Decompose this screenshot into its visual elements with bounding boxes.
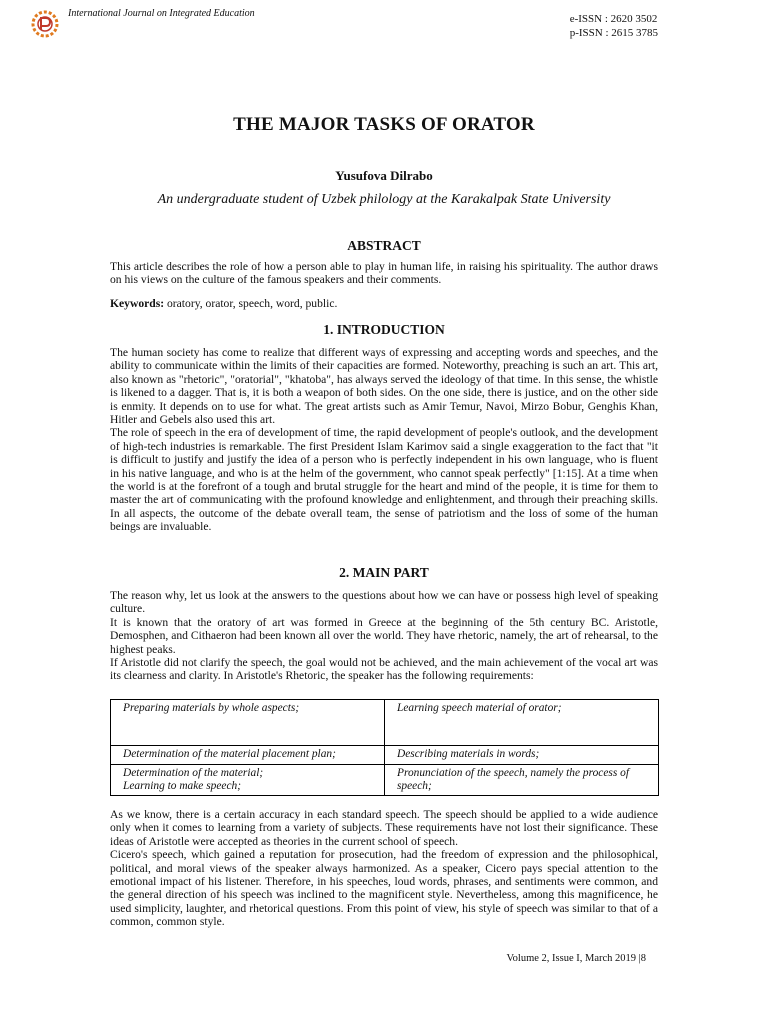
author-name: Yusufova Dilrabo bbox=[335, 168, 433, 183]
author-affiliation: An undergraduate student of Uzbek philology at the Karakalpak State University bbox=[157, 192, 611, 207]
pissn: p-ISSN : 2615 3785 bbox=[569, 27, 658, 39]
table-cell: Determination of the material placement plan; bbox=[111, 746, 385, 765]
main-paragraph-5: Cicero's speech, which gained a reputation for prosecution, had the freedom of expression and the philosophical, political, and moral views of the speaker always harmonized. As a speaker, Cicero pays special attention to the emotional impact of his listener. Therefore, in his speeches, loud words, phrases, and sentiments were common, and the general direction of his speech was inclined to the magnificent style. Nevertheless, among this magnificence, he used simplicity, laughter, and rhetorical questions. From this point of view, his style of speech was similar to that of a common, common style. bbox=[110, 848, 658, 929]
table-cell: Determination of the material; Learning to make speech; bbox=[111, 765, 385, 796]
intro-section bbox=[110, 346, 658, 534]
keywords-list: oratory, orator, speech, word, public. bbox=[164, 297, 338, 310]
main-paragraph-2: It is known that the oratory of art was formed in Greece at the beginning of the 5th century BC. Aristotle, Demosphen, and Cithaeron had been known all over the world. They have rhetoric, namely, the art of rehearsal, to the highest peaks. bbox=[110, 615, 658, 656]
journal-name: International Journal on Integrated Education bbox=[68, 8, 255, 19]
main-section-continued bbox=[110, 808, 658, 929]
intro-paragraph-2: The role of speech in the era of development of time, the rapid development of people's outlook, and the development of high-tech industries is remarkable. The first President Islam Karimov said a single exaggeration to the fact that "it is difficult to justify and justify the idea of a person who is perfectly independent in his own language, who is fluent in his native language, and who is at the helm of the government, who cannot speak perfectly" [1:15]. At a time when the world is at the forefront of a tough and brutal struggle for the heart and mind of the people, it is time for them to master the art of communicating with the profound knowledge and enlightenment, and through their preaching skills. In all aspects, the outcome of the debate overall team, the sense of patriotism and the loss of some of the human beings are invaluable. bbox=[110, 426, 658, 534]
intro-paragraph-1: The human society has come to realize that different ways of expressing and accepting words and speeches, and the ability to communicate within the limits of their capacities are formed. Noteworthy, preaching is such an art. This art, also known as "rhetoric", "oratorial", "khatoba", has always served the ideology of that time. In this sense, the whistle is likened to a dagger. That is, it is both a weapon of both sides. On the one side, there is justice, and on the other side is enmity. It depends on to use for what. The great artists such as Amir Temur, Navoi, Mirzo Bobur, Genghis Khan, Hitler and Gebels also used this art. bbox=[110, 346, 658, 427]
article-title: THE MAJOR TASKS OF ORATOR bbox=[233, 114, 535, 135]
main-section bbox=[110, 589, 658, 683]
table-cell: Pronunciation of the speech, namely the process of speech; bbox=[385, 765, 659, 796]
requirements-table bbox=[110, 699, 659, 796]
table-cell: Learning speech material of orator; bbox=[385, 700, 659, 746]
table-row bbox=[111, 765, 659, 796]
table-row bbox=[111, 700, 659, 746]
abstract-heading: ABSTRACT bbox=[347, 238, 421, 253]
keywords-label: Keywords: bbox=[110, 297, 165, 310]
table-cell: Preparing materials by whole aspects; bbox=[111, 700, 385, 746]
eissn: e-ISSN : 2620 3502 bbox=[569, 13, 658, 25]
abstract-body: This article describes the role of how a person able to play in human life, in raising his spirituality. The author draws on his views on the culture of the famous speakers and their comments. bbox=[110, 260, 658, 287]
main-paragraph-1: The reason why, let us look at the answers to the questions about how we can have or possess high level of speaking culture. bbox=[110, 589, 658, 616]
keywords bbox=[110, 297, 658, 310]
table-cell: Describing materials in words; bbox=[385, 746, 659, 765]
abstract-text bbox=[110, 260, 658, 287]
table-row bbox=[111, 746, 659, 765]
main-heading: 2. MAIN PART bbox=[339, 565, 429, 580]
intro-heading: 1. INTRODUCTION bbox=[323, 322, 445, 337]
page-footer: Volume 2, Issue I, March 2019 |8 bbox=[506, 953, 646, 964]
main-paragraph-4: As we know, there is a certain accuracy in each standard speech. The speech should be applied to a wide audience only when it comes to learning from a variety of subjects. These requirements have not lost their significance. These ideas of Aristotle were accepted as theories in the current school of speech. bbox=[110, 808, 658, 848]
main-paragraph-3: If Aristotle did not clarify the speech, the goal would not be achieved, and the main achievement of the vocal art was its clearness and clarity. In Aristotle's Rhetoric, the speaker has the following requirements: bbox=[110, 656, 658, 683]
journal-logo-icon bbox=[30, 10, 60, 40]
issn-block bbox=[570, 12, 658, 40]
